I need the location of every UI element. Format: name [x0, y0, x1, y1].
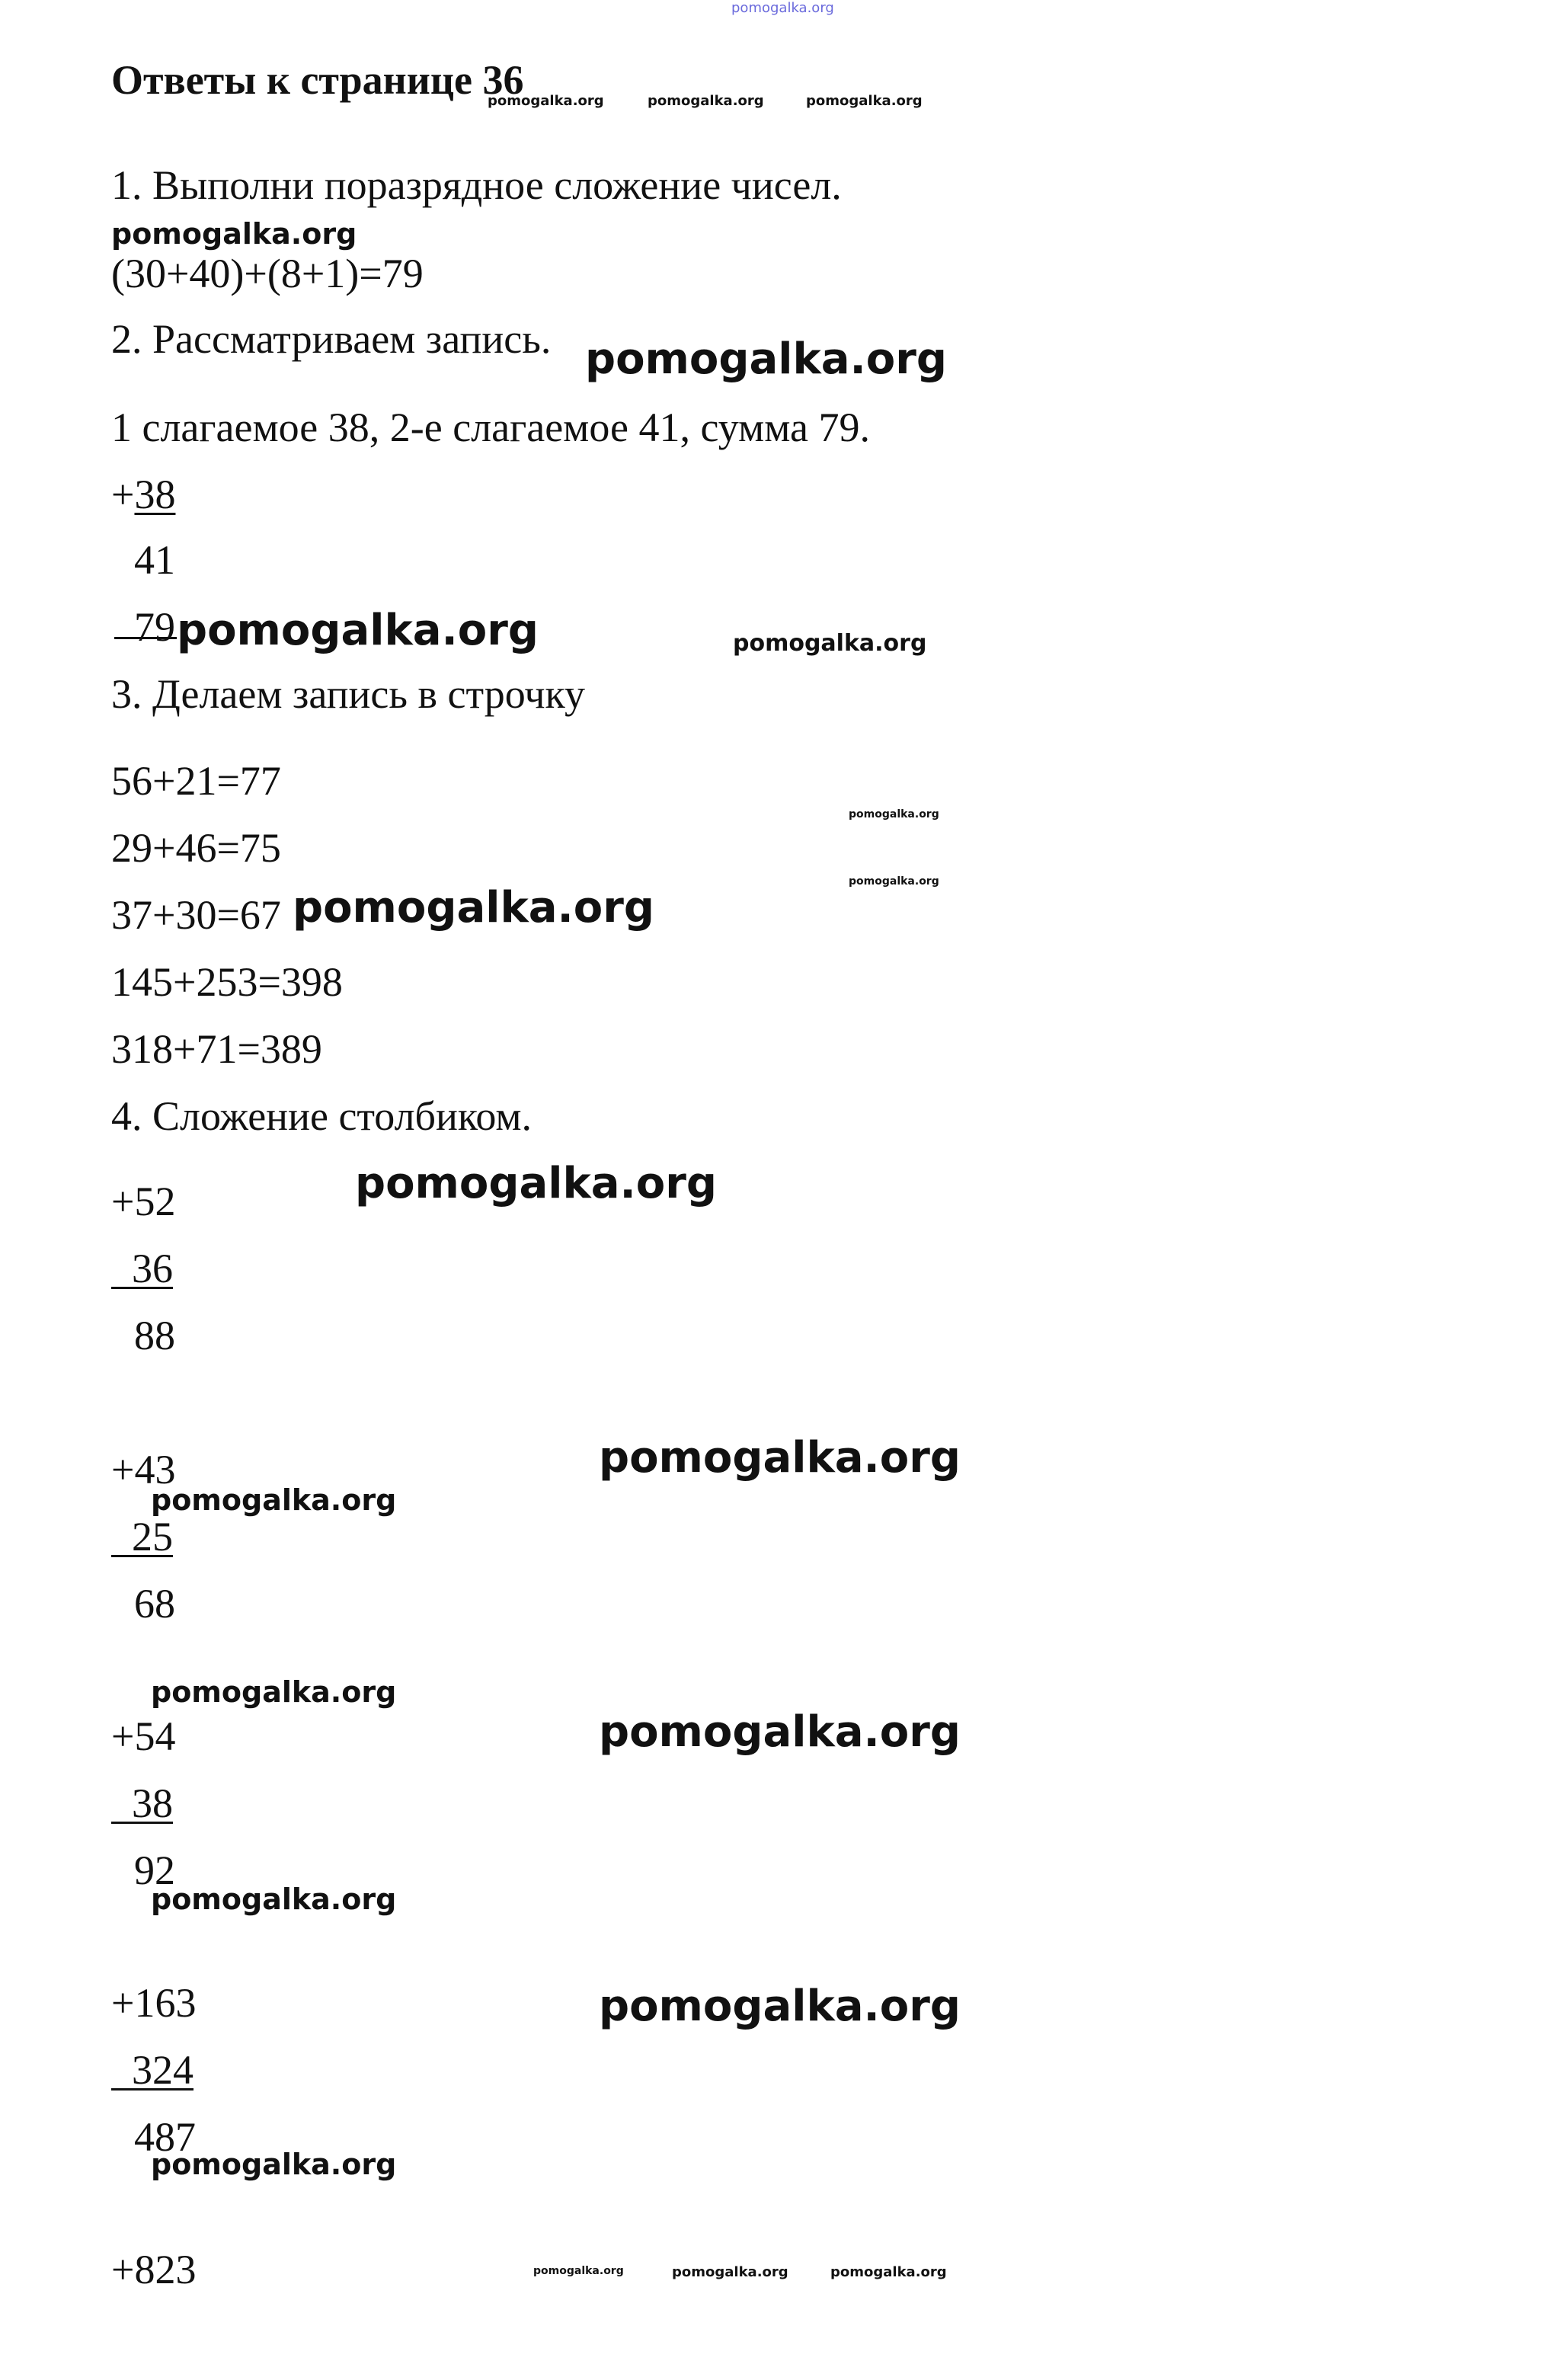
task4-column-second [111, 2047, 194, 2093]
watermark: pomogalka.org [830, 2264, 947, 2280]
task3-line: 145+253=398 [111, 959, 343, 1005]
task3-line: 37+30=67 [111, 892, 281, 938]
task2-column-first [111, 474, 175, 515]
plus-sign: + [111, 472, 135, 517]
watermark: pomogalka.org [488, 93, 604, 109]
task2-column-sum: 79 [134, 604, 175, 650]
watermark: pomogalka.org [585, 334, 947, 384]
watermark: pomogalka.org [151, 1483, 397, 1517]
task4-heading: 4. Сложение столбиком. [111, 1093, 533, 1139]
task4-column-sum: 68 [134, 1581, 175, 1627]
task4-column-first: +52 [111, 1179, 176, 1224]
task1-heading: 1. Выполни поразрядное сложение чисел. [111, 162, 842, 208]
page-title: Ответы к странице 36 [111, 57, 524, 103]
task1-expression: (30+40)+(8+1)=79 [111, 251, 424, 296]
watermark: pomogalka.org [672, 2264, 788, 2280]
watermark: pomogalka.org [111, 217, 357, 251]
watermark: pomogalka.org [355, 1159, 717, 1208]
column-number: 36 [132, 1246, 173, 1291]
task4-column-second [111, 1516, 173, 1557]
task4-column-first: +823 [111, 2247, 197, 2292]
task3-heading: 3. Делаем запись в строчку [111, 671, 585, 717]
task2-column-second: 41 [134, 537, 175, 583]
task3-line: 56+21=77 [111, 758, 281, 804]
task2-description: 1 слагаемое 38, 2-е слагаемое 41, сумма 79. [111, 405, 870, 450]
column-number: 38 [132, 1780, 173, 1826]
watermark-top: pomogalka.org [731, 0, 834, 16]
watermark: pomogalka.org [599, 1982, 961, 2031]
task4-column-sum: 487 [134, 2114, 196, 2160]
watermark: pomogalka.org [151, 2148, 397, 2181]
task4-column-first: +163 [111, 1980, 197, 2026]
watermark: pomogalka.org [151, 1675, 397, 1709]
watermark: pomogalka.org [648, 93, 764, 109]
task4-column-first: +54 [111, 1713, 176, 1759]
column-number: 25 [132, 1514, 173, 1559]
task2-heading: 2. Рассматриваем запись. [111, 316, 552, 362]
watermark: pomogalka.org [533, 2265, 624, 2277]
watermark: pomogalka.org [806, 93, 923, 109]
watermark: pomogalka.org [849, 875, 939, 888]
watermark: pomogalka.org [177, 606, 539, 655]
watermark: pomogalka.org [849, 808, 939, 821]
task4-column-first: +43 [111, 1447, 176, 1492]
task4-column-second [111, 1248, 173, 1289]
task3-line: 29+46=75 [111, 825, 281, 871]
task4-column-sum: 92 [134, 1847, 175, 1893]
column-number: 324 [132, 2047, 194, 2093]
column-number: 38 [134, 472, 176, 517]
watermark: pomogalka.org [151, 1883, 397, 1916]
task3-line: 318+71=389 [111, 1026, 322, 1072]
watermark: pomogalka.org [293, 883, 654, 932]
watermark: pomogalka.org [733, 630, 927, 657]
watermark: pomogalka.org [599, 1707, 961, 1757]
task4-column-sum: 88 [134, 1313, 175, 1358]
watermark: pomogalka.org [599, 1433, 961, 1483]
task4-column-second [111, 1780, 173, 1826]
